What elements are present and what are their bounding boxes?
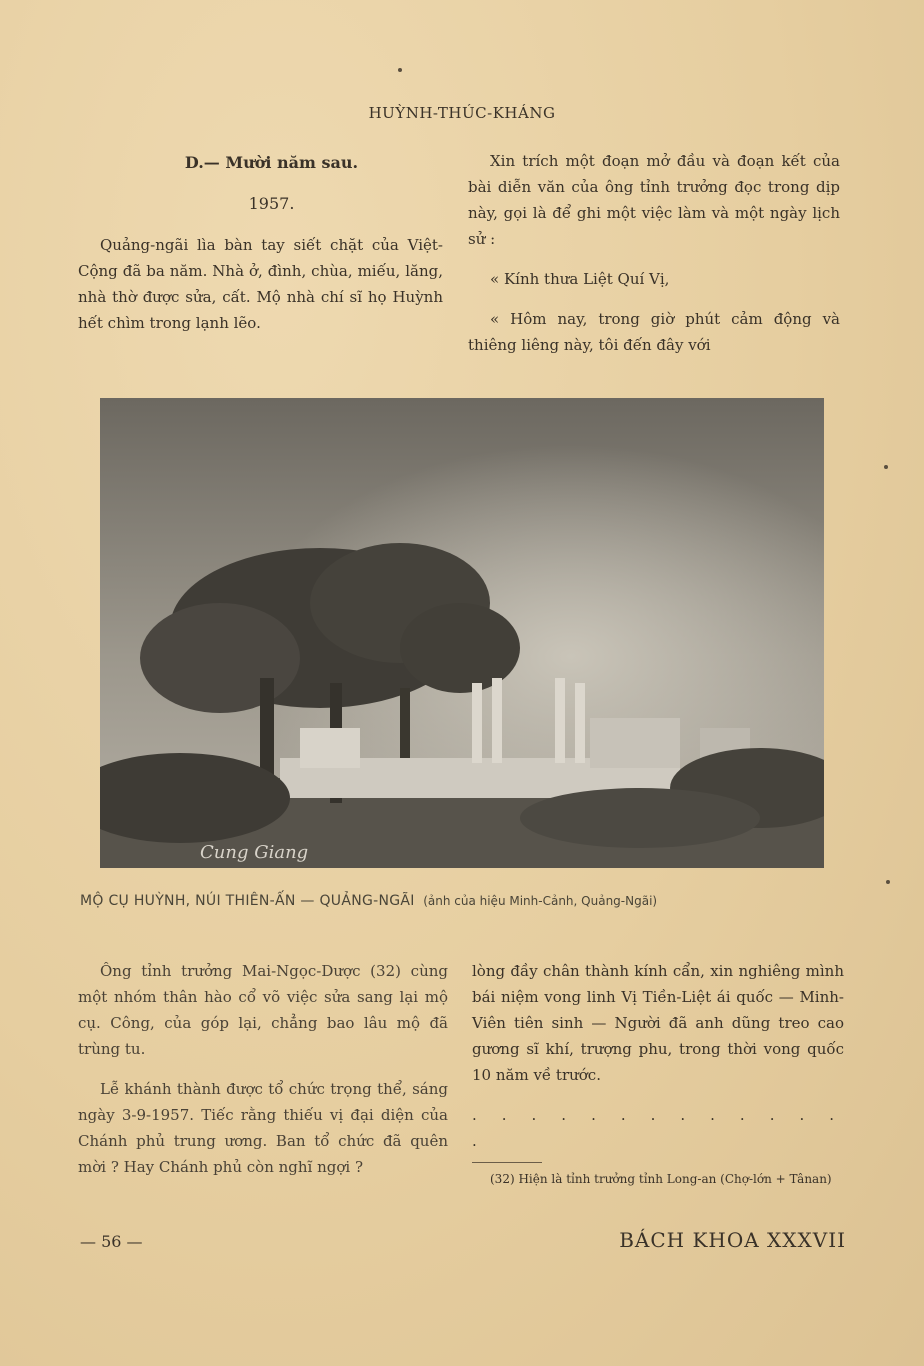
ellipsis-line: . . . . . . . . . . . . . . (472, 1106, 844, 1150)
paragraph: Lễ khánh thành được tổ chức trọng thể, sáng ngày 3-9-1957. Tiếc rằng thiếu vị đại diện của Chánh phủ trung ương. Ban tổ chức đã quên mời ? Hay Chánh phủ còn nghĩ ngợi ? (78, 1080, 448, 1176)
section-title: D.— Mười năm sau. (184, 153, 359, 172)
page-number: — 56 — (80, 1232, 143, 1251)
left-bottom-column (78, 958, 448, 1194)
paragraph: Quảng-ngãi lìa bàn tay siết chặt của Việt-Cộng đã ba năm. Nhà ở, đình, chùa, miếu, lăng, nhà thờ được sửa, cất. Mộ nhà chí sĩ họ Huỳnh hết chìm trong lạnh lẽo. (78, 236, 443, 332)
footnote (472, 1169, 844, 1189)
right-bottom-column (472, 958, 844, 1189)
paper-speck (398, 68, 402, 72)
paragraph: « Kính thưa Liệt Quí Vị, (490, 270, 670, 288)
paper-speck (884, 465, 888, 469)
paragraph: lòng đầy chân thành kính cẩn, xin nghiêng mình bái niệm vong linh Vị Tiền-Liệt ái quốc — Minh-Viên tiên sinh — Người đã anh dũng treo cao gương sĩ khí, trượng phu, trong thời vong quốc 10 năm về trước. (472, 962, 844, 1084)
running-header: HUỲNH-THÚC-KHÁNG (368, 104, 556, 122)
caption-credit: (ảnh của hiệu Minh-Cảnh, Quảng-Ngãi) (423, 894, 658, 908)
photo-caption (80, 893, 870, 909)
left-top-column (78, 150, 443, 350)
section-year: 1957. (248, 194, 295, 213)
journal-title: BÁCH KHOA XXXVII (619, 1228, 846, 1252)
footnote-text: (32) Hiện là tỉnh trưởng tỉnh Long-an (Chợ-lớn + Tânan) (490, 1172, 832, 1186)
right-top-column (468, 148, 840, 372)
paragraph: Ông tỉnh trưởng Mai-Ngọc-Dược (32) cùng một nhóm thân hào cổ võ việc sửa sang lại mộ cụ. Công, của góp lại, chẳng bao lâu mộ đã trùng tu. (78, 962, 448, 1058)
photo-signature: Cung Giang (200, 842, 309, 863)
caption-title: MỘ CỤ HUỲNH, NÚI THIÊN-ẤN — QUẢNG-NGÃI (80, 893, 415, 909)
footnote-rule (472, 1162, 542, 1163)
tomb-photograph (100, 398, 824, 868)
paper-speck (886, 880, 890, 884)
paragraph: « Hôm nay, trong giờ phút cảm động và thiêng liêng này, tôi đến đây với (468, 310, 840, 354)
paragraph: Xin trích một đoạn mở đầu và đoạn kết của bài diễn văn của ông tỉnh trưởng đọc trong dịp này, gọi là để ghi một việc làm và một ngày lịch sử : (468, 152, 840, 248)
